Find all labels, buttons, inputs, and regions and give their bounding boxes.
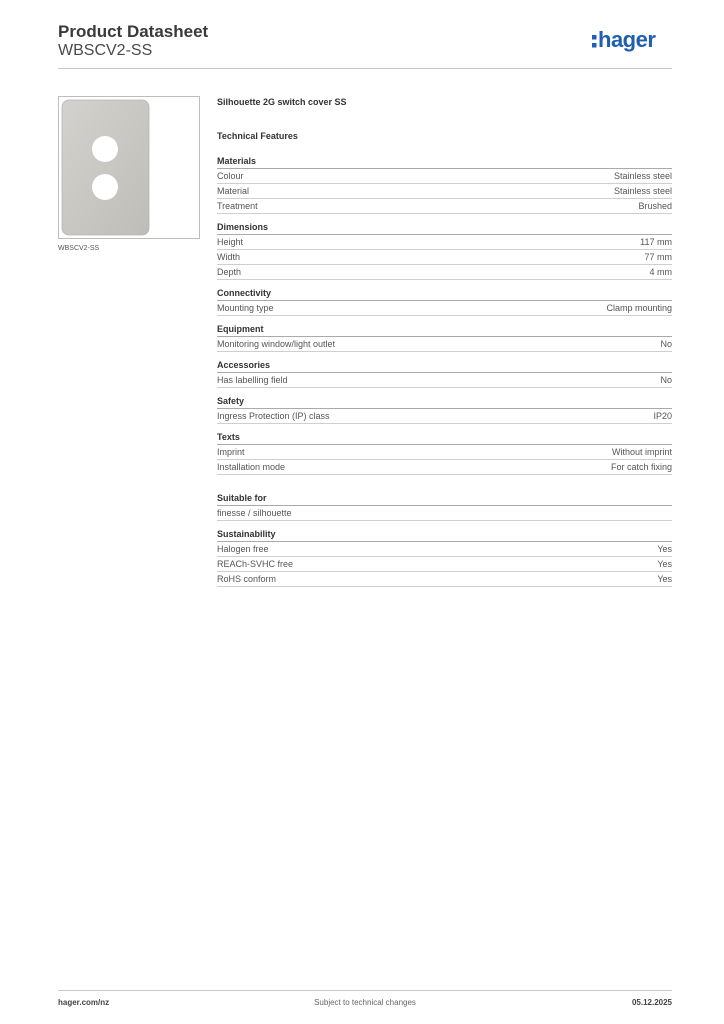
spec-row [217,169,672,184]
switch-hole-bottom [92,174,118,200]
specifications [217,96,672,587]
product-image-frame [58,96,200,239]
spec-row [217,460,672,475]
footer-divider [58,990,672,991]
section-title: Accessories [217,359,672,373]
spec-row [217,250,672,265]
technical-features-heading: Technical Features [217,131,298,141]
spec-value: Brushed [638,201,672,211]
spec-row [217,445,672,460]
header-divider [58,68,672,69]
spec-label: RoHS conform [217,574,277,584]
spec-label: Halogen free [217,544,269,554]
spec-row [217,373,672,388]
spec-row [217,235,672,250]
spec-section [217,431,672,475]
spec-label: Colour [217,171,244,181]
spec-section [217,359,672,388]
section-title: Equipment [217,323,672,337]
spec-section [217,492,672,521]
spec-section [217,221,672,280]
footer-notice: Subject to technical changes [314,998,416,1007]
section-title: Dimensions [217,221,672,235]
page-header [58,22,208,60]
spec-label: Width [217,252,241,262]
spec-value: Stainless steel [613,186,672,196]
spec-value: 117 mm [640,237,672,247]
logo-dot-top [592,35,597,40]
spec-row [217,184,672,199]
spec-label: REACh-SVHC free [217,559,294,569]
spec-label: finesse / silhouette [217,508,292,518]
spec-section [217,287,672,316]
spec-value: 4 mm [649,267,672,277]
spec-value: Stainless steel [613,171,672,181]
spec-value: Clamp mounting [606,303,672,313]
spec-value: No [660,375,672,385]
document-title: Product Datasheet [58,22,209,41]
spec-value: Yes [657,559,672,569]
spec-value: Without imprint [611,447,672,457]
spec-row [217,337,672,352]
footer-date: 05.12.2025 [631,998,672,1007]
product-name: Silhouette 2G switch cover SS [217,97,347,107]
section-title: Connectivity [217,287,672,301]
section-title: Texts [217,431,672,445]
spec-row [217,265,672,280]
spec-section [217,155,672,214]
image-caption: WBSCV2-SS [58,245,100,252]
spec-value: Yes [657,544,672,554]
section-title: Sustainability [217,528,672,542]
spec-row [217,542,672,557]
spec-label: Mounting type [217,303,274,313]
section-title: Safety [217,395,672,409]
spec-label: Imprint [217,447,245,457]
spec-row [217,409,672,424]
spec-row [217,557,672,572]
product-code: WBSCV2-SS [58,42,153,59]
spec-label: Monitoring window/light outlet [217,339,336,349]
footer-website: hager.com/nz [58,998,110,1007]
spec-section [217,528,672,587]
spec-row [217,572,672,587]
spec-row [217,199,672,214]
spec-label: Ingress Protection (IP) class [217,411,330,421]
spec-value: 77 mm [644,252,672,262]
spec-label: Has labelling field [217,375,288,385]
spec-label: Installation mode [217,462,286,472]
section-title: Suitable for [217,492,672,506]
page-footer [58,998,672,1010]
logo-dot-bottom [592,43,597,48]
spec-section [217,323,672,352]
spec-value: For catch fixing [610,462,672,472]
spec-row [217,506,672,521]
spec-label: Treatment [217,201,258,211]
spec-label: Material [217,186,250,196]
product-image [59,97,199,238]
spec-label: Height [217,237,244,247]
spec-label: Depth [217,267,242,277]
spec-value: Yes [657,574,672,584]
spec-section [217,395,672,424]
switch-cover-plate [62,100,149,235]
feature-sections [217,155,672,587]
spec-value: No [660,339,672,349]
switch-hole-top [92,136,118,162]
hager-logo [592,26,672,56]
spec-row [217,301,672,316]
logo-text: hager [598,27,656,52]
section-title: Materials [217,155,672,169]
spec-value: IP20 [653,411,672,421]
